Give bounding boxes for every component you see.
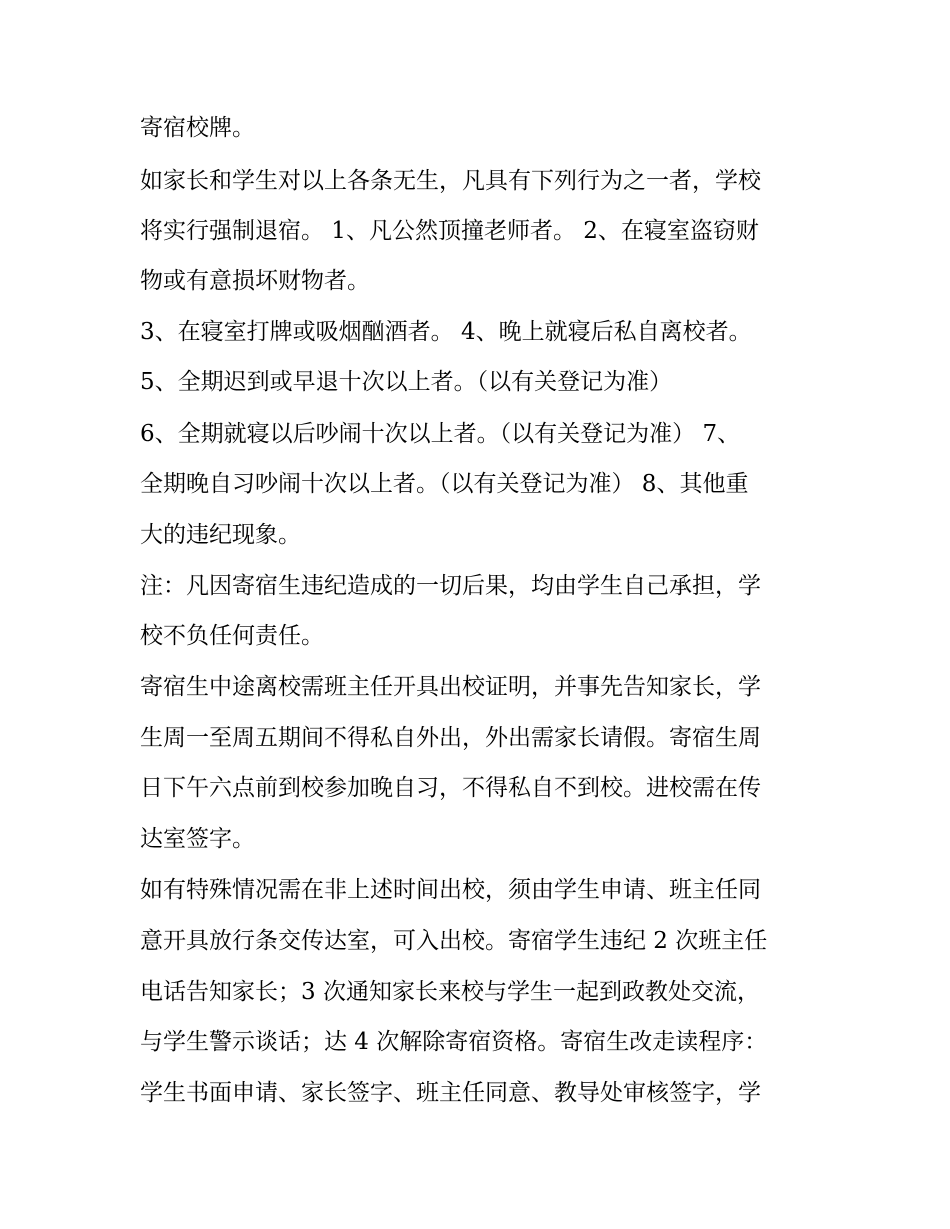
text-line: 如有特殊情况需在非上述时间出校，须由学生申请、班主任同 <box>140 877 761 903</box>
text-line: 电话告知家长；3 次通知家长来校与学生一起到政教处交流， <box>140 979 760 1005</box>
text-line: 寄宿校牌。 <box>140 115 255 141</box>
text-line: 大的违纪现象。 <box>140 522 301 548</box>
text-line: 将实行强制退宿。 1、凡公然顶撞老师者。 2、在寝室盗窃财 <box>140 218 759 244</box>
text-line: 校不负任何责任。 <box>140 623 324 649</box>
text-line: 日下午六点前到校参加晚自习，不得私自不到校。进校需在传 <box>140 775 761 801</box>
text-line: 学生书面申请、家长签字、班主任同意、教导处审核签字，学 <box>140 1080 761 1106</box>
text-line: 6、全期就寝以后吵闹十次以上者。（以有关登记为准） 7、 <box>140 421 741 447</box>
text-line: 生周一至周五期间不得私自外出，外出需家长请假。寄宿生周 <box>140 725 761 751</box>
text-line: 5、全期迟到或早退十次以上者。（以有关登记为准） <box>140 369 673 395</box>
text-line: 达室签字。 <box>140 826 255 852</box>
text-line: 物或有意损坏财物者。 <box>140 268 370 294</box>
text-line: 意开具放行条交传达室，可入出校。寄宿学生违纪 2 次班主任 <box>140 928 768 954</box>
text-line: 寄宿生中途离校需班主任开具出校证明，并事先告知家长，学 <box>140 674 761 700</box>
text-line: 全期晚自习吵闹十次以上者。（以有关登记为准） 8、其他重 <box>140 471 749 497</box>
text-line: 如家长和学生对以上各条无生，凡具有下列行为之一者，学校 <box>140 168 761 194</box>
text-line: 3、在寝室打牌或吸烟酗酒者。 4、晚上就寝后私自离校者。 <box>140 319 752 345</box>
text-line: 注：凡因寄宿生违纪造成的一切后果，均由学生自己承担，学 <box>140 573 761 599</box>
text-line: 与学生警示谈话；达 4 次解除寄宿资格。寄宿生改走读程序： <box>140 1029 768 1055</box>
